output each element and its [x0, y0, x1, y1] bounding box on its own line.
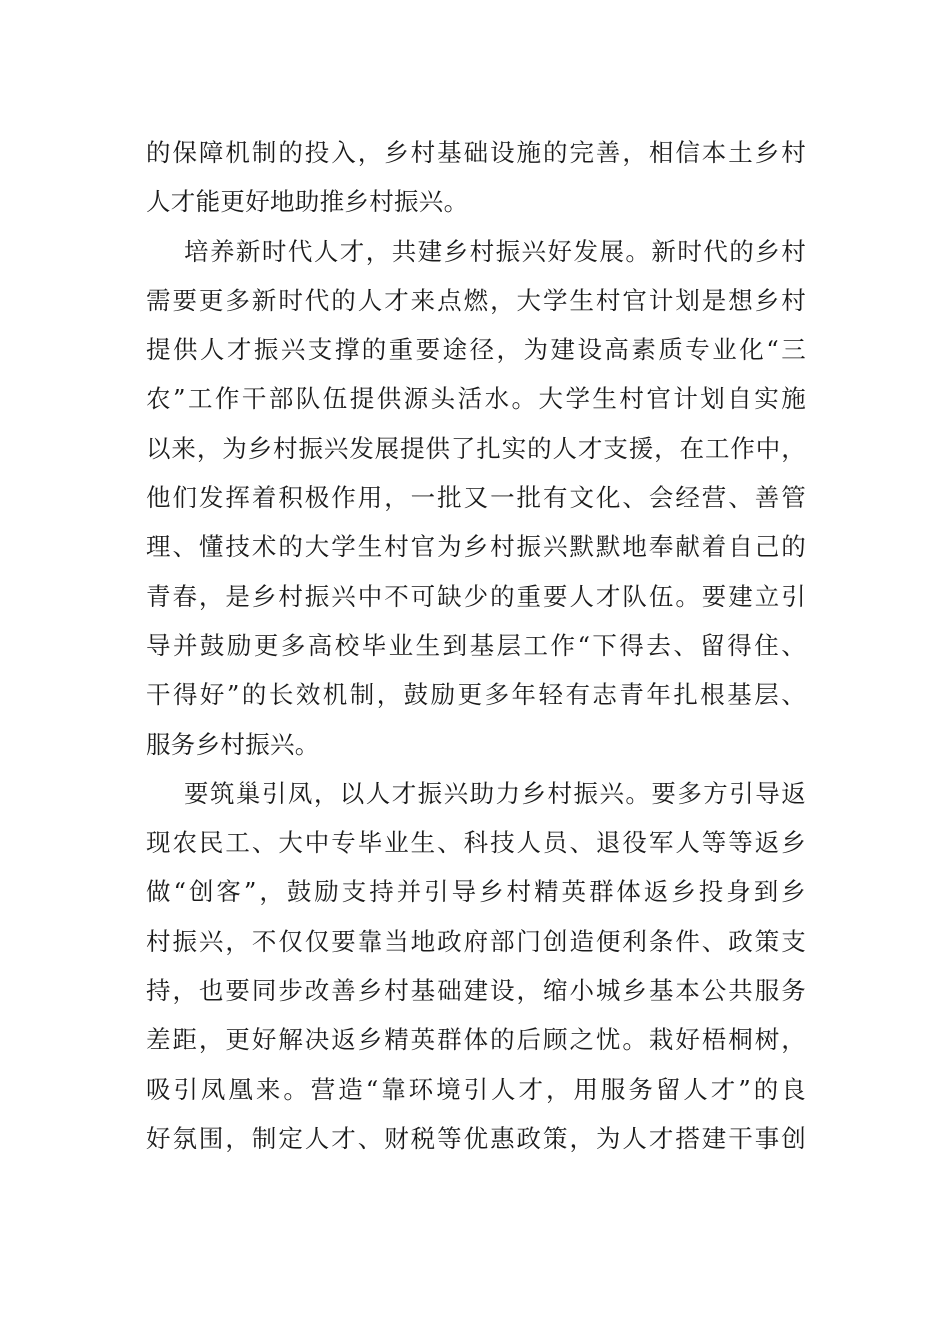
- text-line: 他们发挥着积极作用，一批又一批有文化、会经营、善管: [146, 483, 806, 513]
- text-line: 好氛围，制定人才、财税等优惠政策，为人才搭建干事创: [146, 1123, 806, 1153]
- text-line: 提供人才振兴支撑的重要途径，为建设高素质专业化“三: [146, 335, 806, 365]
- document-body: [146, 128, 806, 1163]
- text-line: 服务乡村振兴。: [146, 729, 320, 759]
- text-line: 导并鼓励更多高校毕业生到基层工作“下得去、留得住、: [146, 630, 806, 660]
- text-line: 干得好”的长效机制，鼓励更多年轻有志青年扎根基层、: [146, 680, 806, 710]
- text-line: 培养新时代人才，共建乡村振兴好发展。新时代的乡村: [184, 236, 806, 266]
- text-line: 农”工作干部队伍提供源头活水。大学生村官计划自实施: [146, 384, 806, 414]
- text-line: 人才能更好地助推乡村振兴。: [146, 187, 469, 217]
- text-line: 吸引凤凰来。营造“靠环境引人才，用服务留人才”的良: [146, 1074, 806, 1104]
- text-line: 差距，更好解决返乡精英群体的后顾之忧。栽好梧桐树，: [146, 1025, 806, 1055]
- paragraph-1: [146, 128, 806, 227]
- text-line: 做“创客”，鼓励支持并引导乡村精英群体返乡投身到乡: [146, 877, 806, 907]
- text-line: 现农民工、大中专毕业生、科技人员、退役军人等等返乡: [146, 828, 806, 858]
- text-line: 以来，为乡村振兴发展提供了扎实的人才支援，在工作中，: [146, 433, 806, 463]
- text-line: 理、懂技术的大学生村官为乡村振兴默默地奉献着自己的: [146, 532, 806, 562]
- text-line: 的保障机制的投入，乡村基础设施的完善，相信本土乡村: [146, 138, 806, 167]
- text-line: 需要更多新时代的人才来点燃，大学生村官计划是想乡村: [146, 285, 806, 315]
- paragraph-2: [146, 227, 806, 769]
- text-line: 村振兴，不仅仅要靠当地政府部门创造便利条件、政策支: [146, 926, 806, 956]
- text-line: 要筑巢引凤，以人才振兴助力乡村振兴。要多方引导返: [184, 778, 806, 808]
- paragraph-3: [146, 769, 806, 1163]
- text-line: 持，也要同步改善乡村基础建设，缩小城乡基本公共服务: [146, 976, 806, 1006]
- text-line: 青春，是乡村振兴中不可缺少的重要人才队伍。要建立引: [146, 581, 806, 611]
